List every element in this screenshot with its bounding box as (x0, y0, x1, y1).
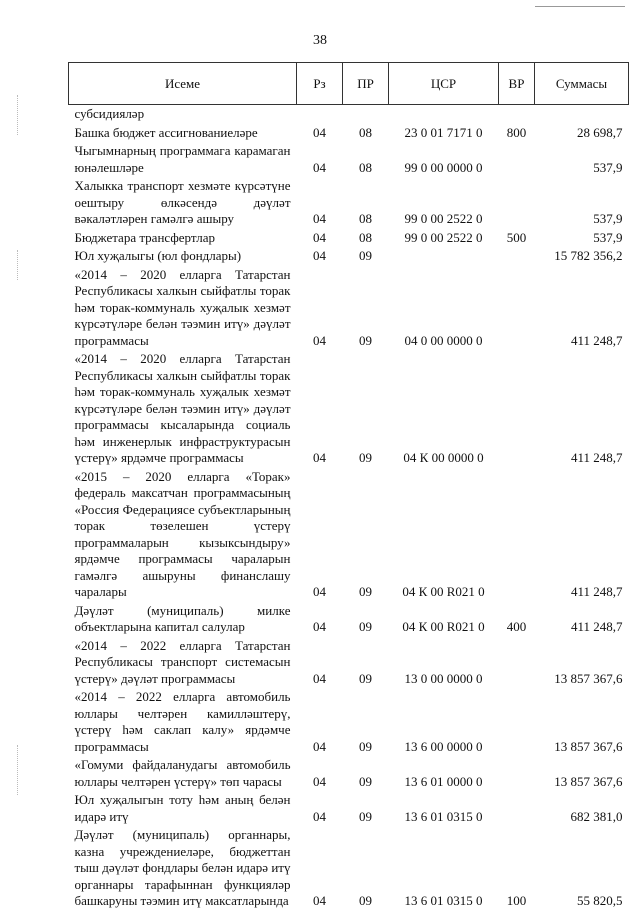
table-row (69, 637, 629, 689)
cell-pr: 08 (359, 211, 372, 226)
table-row (69, 826, 629, 911)
header-vr: ВР (499, 63, 535, 105)
header-rz: Рз (297, 63, 343, 105)
cell-sum: 537,9 (593, 159, 623, 175)
table-row (69, 350, 629, 468)
cell-csr: 13 6 01 0315 0 (404, 893, 483, 908)
cell-pr: 09 (359, 619, 372, 634)
cell-vr (499, 105, 535, 124)
cell-sum: 13 857 367,6 (554, 773, 623, 789)
cell-sum: 411 248,7 (570, 619, 623, 634)
cell-name: субсидияләр (74, 106, 145, 121)
cell-sum: 682 381,0 (570, 808, 623, 824)
cell-csr: 04 К 00 0000 0 (403, 450, 484, 465)
cell-name: Юл хуҗалыгын тоту һәм аның белән идарә итү (74, 792, 291, 824)
cell-rz: 04 (313, 670, 326, 686)
page-number: 38 (313, 33, 327, 48)
table-row (69, 468, 629, 602)
cell-vr (499, 247, 535, 266)
cell-sum: 13 857 367,6 (554, 670, 623, 686)
cell-pr: 09 (359, 450, 372, 465)
cell-csr: 04 К 00 R021 0 (402, 619, 485, 634)
cell-name: «2014 – 2022 елларга автомобиль юллары челтәрен камилләштерү, үстерү һәм саклап калу» ярдәмче программасы (74, 689, 291, 754)
header-name: Исеме (69, 63, 297, 105)
cell-sum: 55 820,5 (577, 893, 623, 908)
cell-pr (343, 105, 389, 124)
cell-rz: 04 (313, 124, 326, 140)
table-row (69, 791, 629, 826)
cell-csr: 13 6 00 0000 0 (404, 738, 483, 754)
cell-vr (499, 791, 535, 826)
scan-edge-mark (17, 745, 18, 795)
table-row (69, 602, 629, 637)
cell-name: «2014 – 2020 елларга Татарстан Республикасы халкын сыйфатлы торак һәм торак-коммуналь хуҗалык хезмәт күрсәтүләре белән тәэмин итү» дәүләт программасы (74, 266, 291, 348)
cell-csr: 04 0 00 0000 0 (404, 332, 483, 348)
cell-sum: 411 248,7 (570, 332, 623, 348)
cell-csr: 99 0 00 2522 0 (404, 229, 483, 245)
cell-sum: 13 857 367,6 (554, 738, 623, 754)
table-row (69, 177, 629, 229)
scan-edge-mark (17, 250, 18, 280)
cell-rz: 04 (313, 332, 326, 348)
cell-name: Чыгымнарның программага карамаган юнәлешләре (74, 143, 291, 175)
budget-table (68, 62, 629, 911)
cell-rz: 04 (313, 450, 326, 465)
cell-pr: 08 (359, 159, 372, 175)
cell-name: «Гомуми файдаланудагы автомобиль юллары челтәрен үстерү» төп чарасы (74, 757, 291, 789)
cell-name: Халыкка транспорт хезмәте күрсәтүне оештыру өлкәсендә дәүләт вәкаләтләрен гамәлгә ашыру (74, 178, 291, 226)
cell-vr (499, 468, 535, 602)
cell-pr: 09 (359, 773, 372, 789)
cell-sum: 15 782 356,2 (554, 248, 623, 263)
cell-sum: 411 248,7 (570, 584, 623, 599)
cell-rz: 04 (313, 738, 326, 754)
cell-csr: 04 К 00 R021 0 (402, 584, 485, 599)
table-row (69, 756, 629, 791)
cell-pr: 09 (359, 248, 372, 263)
cell-sum: 411 248,7 (570, 450, 623, 465)
cell-pr: 09 (359, 584, 372, 599)
cell-vr (499, 177, 535, 229)
cell-csr: 13 6 01 0315 0 (404, 808, 483, 824)
table-row (69, 124, 629, 143)
top-edge-line (535, 6, 625, 7)
cell-name: Бюджетара трансфертлар (74, 229, 215, 245)
header-sum: Суммасы (535, 63, 629, 105)
table-row (69, 247, 629, 266)
scan-edge-mark (17, 95, 18, 135)
cell-pr: 09 (359, 738, 372, 754)
cell-vr (499, 688, 535, 756)
cell-rz: 04 (313, 211, 326, 226)
table-row (69, 229, 629, 248)
cell-vr: 800 (506, 124, 527, 140)
cell-rz: 04 (313, 773, 326, 789)
cell-vr (499, 142, 535, 177)
cell-vr: 400 (506, 619, 527, 634)
cell-name: «2014 – 2022 елларга Татарстан Республикасы транспорт системасын үстерү» дәүләт программасы (74, 637, 291, 686)
cell-name: Юл хуҗалыгы (юл фондлары) (74, 248, 242, 263)
table-row (69, 105, 629, 124)
cell-csr (389, 105, 499, 124)
cell-name: Дәүләт (муниципаль) милке объектларына капитал салулар (74, 602, 291, 634)
cell-pr: 08 (359, 124, 372, 140)
cell-sum: 537,9 (593, 211, 623, 226)
cell-pr: 09 (359, 808, 372, 824)
cell-vr (499, 350, 535, 468)
cell-csr: 23 0 01 7171 0 (404, 124, 483, 140)
cell-rz: 04 (313, 229, 326, 245)
cell-vr: 500 (506, 229, 527, 245)
table-row (69, 688, 629, 756)
table-header-row (69, 63, 629, 105)
cell-pr: 09 (359, 670, 372, 686)
header-pr: ПР (343, 63, 389, 105)
cell-csr: 13 6 01 0000 0 (404, 773, 483, 789)
cell-vr (499, 756, 535, 791)
cell-name: «2014 – 2020 елларга Татарстан Республикасы халкын сыйфатлы торак һәм торак-коммуналь хуҗалык хезмәт күрсәтүләре белән тәэмин итү» дәүләт программасы кысаларында социаль һәм инженерлык инфраструктурасын үстерү» ярдәмче программасы (74, 351, 291, 465)
cell-rz: 04 (313, 248, 326, 263)
cell-pr: 08 (359, 229, 372, 245)
cell-sum: 537,9 (593, 229, 623, 245)
table-row (69, 142, 629, 177)
cell-pr: 09 (359, 332, 372, 348)
cell-csr: 99 0 00 2522 0 (404, 211, 483, 226)
cell-vr (499, 266, 535, 351)
cell-vr: 100 (506, 893, 527, 908)
cell-csr (389, 247, 499, 266)
cell-rz: 04 (313, 584, 326, 599)
cell-name: Дәүләт (муниципаль) органнары, казна учреждениеләре, бюджеттан тыш дәүләт фондлары белән идарә итү органнары тарафыннан функцияләр башкаруны тәэмин итү максатларында (74, 827, 291, 908)
cell-sum (535, 105, 629, 124)
cell-sum: 28 698,7 (577, 124, 623, 140)
cell-rz: 04 (313, 893, 326, 908)
table-row (69, 266, 629, 351)
cell-rz: 04 (313, 808, 326, 824)
cell-name: «2015 – 2020 елларга «Торак» федераль максатчан программасының «Россия Федерациясе субъектларының торак төзелешен үстерү программаларын кызыксындыру» ярдәмче программасы чараларын гамәлгә ашыруны финанслашу чаралары (74, 468, 291, 599)
cell-rz: 04 (313, 619, 326, 634)
cell-rz: 04 (313, 159, 326, 175)
cell-csr: 13 0 00 0000 0 (404, 670, 483, 686)
cell-rz (297, 105, 343, 124)
cell-name: Башка бюджет ассигнованиеләре (74, 124, 258, 140)
cell-vr (499, 637, 535, 689)
cell-pr: 09 (359, 893, 372, 908)
header-csr: ЦСР (389, 63, 499, 105)
cell-csr: 99 0 00 0000 0 (404, 159, 483, 175)
